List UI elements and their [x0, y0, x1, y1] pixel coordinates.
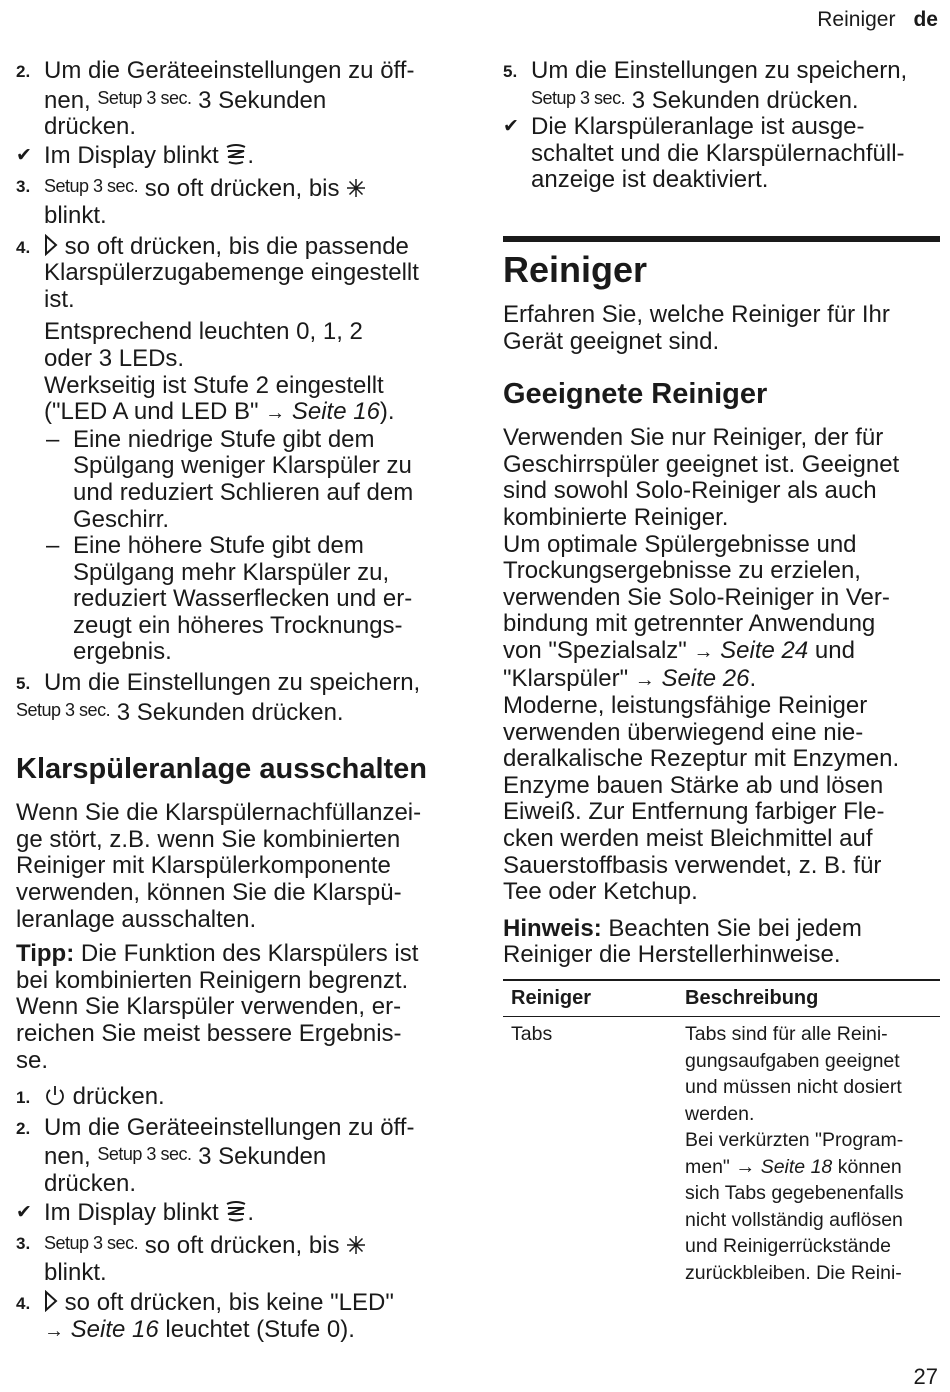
- text-line: reichen Sie meist bessere Ergebnis-: [16, 1020, 402, 1047]
- text-line: "Klarspüler": [503, 664, 629, 692]
- text-line: können: [837, 1155, 902, 1178]
- text-line: ge stört, z.B. wenn Sie kombinierten: [16, 825, 401, 853]
- text-line: und Reinigerrückstände: [685, 1235, 891, 1258]
- text-line: sind sowohl Solo-Reiniger als auch: [503, 477, 877, 505]
- page-reference-link[interactable]: Seite 18: [760, 1155, 833, 1178]
- play-arrow-icon: [44, 234, 58, 256]
- text-line: Moderne, leistungsfähige Reiniger: [503, 692, 868, 720]
- step-3a: [16, 173, 458, 229]
- step-2a: [16, 58, 458, 141]
- step-text: Um die Einstellungen zu speichern,: [531, 57, 908, 84]
- text-line: bei kombinierten Reinigern begrenzt.: [16, 966, 409, 994]
- step-text: ist.: [44, 285, 75, 313]
- step-5c: [503, 58, 940, 114]
- result-text: .: [247, 1198, 255, 1226]
- step-5a: [16, 670, 458, 726]
- setup-key-label: Setup 3 sec.: [44, 176, 139, 197]
- text-line: Sauerstoffbasis verwendet, z. B. für: [503, 851, 882, 879]
- detergent-table: [503, 979, 940, 1290]
- step-2b: [16, 1115, 458, 1198]
- text-line: Die Funktion des Klarspülers ist: [80, 940, 419, 968]
- setup-key-label: Setup 3 sec.: [16, 699, 111, 720]
- text-line: Beachten Sie bei jedem: [608, 914, 862, 942]
- text-line: Tee oder Ketchup.: [503, 878, 698, 906]
- page-reference-link[interactable]: Seite 16: [291, 398, 380, 426]
- text-line: – Eine niedrige Stufe gibt dem: [73, 425, 375, 453]
- text-line: verwenden überwiegend eine nie-: [503, 718, 864, 746]
- text-line: Verwenden Sie nur Reiniger, der für: [503, 424, 884, 452]
- step-number: 3.: [16, 1234, 31, 1254]
- text-line: von "Spezialsalz": [503, 636, 687, 664]
- text-line: reduziert Wasserflecken und er-: [73, 585, 413, 613]
- text-line: .: [749, 664, 757, 692]
- section-rule: [503, 236, 940, 242]
- result-text: anzeige ist deaktiviert.: [531, 166, 769, 194]
- step-text: Klarspülerzugabemenge eingestellt: [44, 259, 419, 287]
- result-text: Im Display blinkt: [44, 141, 219, 169]
- text-line: Bei verkürzten "Program-: [685, 1129, 904, 1152]
- step-number: 4.: [16, 237, 31, 257]
- step-text: blinkt.: [44, 201, 107, 229]
- table-row: [503, 1017, 940, 1291]
- text-line: bindung mit getrennter Anwendung: [503, 610, 876, 638]
- arrow-icon: →: [735, 1155, 756, 1178]
- arrow-icon: →: [265, 402, 286, 425]
- step-number: 1.: [16, 1088, 31, 1108]
- step-text: so oft drücken, bis: [144, 1232, 340, 1260]
- step-text: 3 Sekunden drücken.: [631, 86, 859, 114]
- arrow-icon: →: [634, 668, 655, 691]
- text-line: verwenden, können Sie die Klarspü-: [16, 879, 402, 907]
- arrow-icon: →: [693, 640, 714, 663]
- text-line: ).: [379, 398, 395, 426]
- rinse-aid-symbol-icon: [225, 143, 247, 165]
- right-column: [503, 58, 940, 1290]
- table-cell-description: [677, 1017, 940, 1291]
- result-text: Die Klarspüleranlage ist ausge-: [531, 113, 865, 141]
- header-language: de: [913, 8, 938, 31]
- page-number: 27: [913, 1364, 938, 1389]
- sparkle-icon: [346, 178, 366, 198]
- left-column: [16, 58, 458, 1345]
- setup-key-label: Setup 3 sec.: [97, 87, 192, 108]
- note-paragraph: [503, 916, 940, 969]
- step-text: drücken.: [44, 1169, 137, 1197]
- text-line: Wenn Sie Klarspüler verwenden, er-: [16, 993, 402, 1021]
- step-1b: [16, 1084, 458, 1111]
- text-line: zeugt ein höheres Trocknungs-: [73, 611, 403, 639]
- text-line: verwenden Sie Solo-Reiniger in Ver-: [503, 583, 890, 611]
- column-header: Beschreibung: [677, 980, 940, 1017]
- dash-item-1: [16, 427, 458, 533]
- text-line: deralkalische Rezeptur mit Enzymen.: [503, 745, 900, 773]
- table-cell: Tabs: [511, 1023, 553, 1046]
- step-text: leuchtet (Stufe 0).: [165, 1315, 355, 1343]
- step-text: 3 Sekunden drücken.: [116, 698, 344, 726]
- step-text: 3 Sekunden: [198, 86, 327, 114]
- setup-key-label: Setup 3 sec.: [531, 87, 626, 108]
- step-number: 2.: [16, 1118, 31, 1138]
- text-line: Spülgang weniger Klarspüler zu: [73, 452, 412, 480]
- result-text: schaltet und die Klarspülernachfüll-: [531, 139, 905, 167]
- section-heading-klarspueler: Klarspüleranlage ausschalten: [16, 753, 427, 786]
- result-text: .: [247, 141, 255, 169]
- column-header: Reiniger: [503, 980, 677, 1017]
- text-line: werden.: [685, 1102, 755, 1125]
- step-text: 3 Sekunden: [198, 1143, 327, 1171]
- checkmark-icon: ✔: [16, 1201, 32, 1223]
- result-1: [16, 143, 458, 170]
- intro-paragraph: [16, 800, 458, 933]
- result-3: [503, 114, 940, 194]
- step-text: nen,: [44, 86, 91, 114]
- text-line: cken werden meist Bleichmittel auf: [503, 825, 873, 853]
- text-line: Enzyme bauen Stärke ab und lösen: [503, 771, 884, 799]
- section-heading-geeignet: Geeignete Reiniger: [503, 378, 768, 411]
- text-line: leranlage ausschalten.: [16, 905, 257, 933]
- step-text: drücken.: [72, 1083, 165, 1111]
- step-text: blinkt.: [44, 1258, 107, 1286]
- chapter-heading-reiniger: Reiniger: [503, 248, 648, 290]
- text-line: Reiniger die Herstellerhinweise.: [503, 941, 841, 969]
- note-label: Hinweis:: [503, 914, 602, 942]
- step-4a: [16, 234, 458, 314]
- page-reference-link[interactable]: Seite 16: [70, 1315, 159, 1343]
- step-number: 3.: [16, 177, 31, 197]
- setup-key-label: Setup 3 sec.: [44, 1233, 139, 1254]
- power-icon: [44, 1084, 66, 1106]
- text-line: men": [685, 1155, 730, 1178]
- checkmark-icon: ✔: [16, 144, 32, 166]
- text-line: se.: [16, 1046, 49, 1074]
- text-line: ("LED A und LED B": [44, 398, 259, 426]
- step-text: nen,: [44, 1143, 91, 1171]
- text-line: oder 3 LEDs.: [44, 344, 185, 372]
- text-line: Erfahren Sie, welche Reiniger für Ihr: [503, 300, 890, 328]
- running-header: [817, 8, 938, 32]
- body-paragraph: [503, 425, 940, 906]
- step-text: Um die Geräteeinstellungen zu öff-: [44, 57, 415, 84]
- text-line: – Eine höhere Stufe gibt dem: [73, 532, 364, 560]
- sparkle-icon: [346, 1235, 366, 1255]
- rinse-aid-symbol-icon: [225, 1200, 247, 1222]
- text-line: Trockungsergebnisse zu erzielen,: [503, 557, 861, 585]
- tip-paragraph: [16, 941, 458, 1074]
- step-4b: [16, 1290, 458, 1344]
- checkmark-icon: ✔: [503, 116, 519, 138]
- text-line: und müssen nicht dosiert: [685, 1076, 902, 1099]
- step-text: so oft drücken, bis die passende: [64, 232, 409, 260]
- text-line: sich Tabs gegebenenfalls: [685, 1182, 904, 1205]
- setup-key-label: Setup 3 sec.: [97, 1144, 192, 1165]
- step-3b: [16, 1230, 458, 1286]
- step-number: 5.: [16, 674, 31, 694]
- text-line: Geschirrspüler geeignet ist. Geeignet: [503, 450, 900, 478]
- step-text: drücken.: [44, 113, 137, 141]
- page-reference-link[interactable]: Seite 24: [720, 636, 809, 664]
- text-line: kombinierte Reiniger.: [503, 503, 729, 531]
- chapter-intro: [503, 302, 940, 355]
- step-text: Um die Einstellungen zu speichern,: [44, 669, 421, 697]
- dash-item-2: [16, 533, 458, 666]
- text-line: Entsprechend leuchten 0, 1, 2: [44, 318, 363, 346]
- text-line: gungsaufgaben geeignet: [685, 1049, 900, 1072]
- table-header-row: [503, 980, 940, 1017]
- step-number: 4.: [16, 1294, 31, 1314]
- text-line: Um optimale Spülergebnisse und: [503, 530, 857, 558]
- text-line: Reiniger mit Klarspülerkomponente: [16, 852, 391, 880]
- tip-label: Tipp:: [16, 940, 75, 968]
- header-section: Reiniger: [817, 8, 896, 31]
- text-line: ergebnis.: [73, 638, 172, 666]
- step-number: 2.: [16, 62, 31, 81]
- led-paragraph: [16, 319, 458, 372]
- result-text: Im Display blinkt: [44, 1198, 219, 1226]
- step-text: so oft drücken, bis: [144, 175, 340, 203]
- default-paragraph: [16, 373, 458, 427]
- step-text: so oft drücken, bis keine "LED": [64, 1289, 394, 1317]
- arrow-icon: →: [44, 1319, 64, 1342]
- page-reference-link[interactable]: Seite 26: [661, 664, 750, 692]
- text-line: und reduziert Schlieren auf dem: [73, 478, 414, 506]
- text-line: Spülgang mehr Klarspüler zu,: [73, 558, 390, 586]
- text-line: Gerät geeignet sind.: [503, 327, 720, 355]
- text-line: Tabs sind für alle Reini-: [685, 1023, 888, 1046]
- text-line: zurückbleiben. Die Reini-: [685, 1261, 902, 1284]
- step-number: 5.: [503, 62, 518, 81]
- result-2: [16, 1200, 458, 1227]
- text-line: Wenn Sie die Klarspülernachfüllanzei-: [16, 799, 422, 827]
- text-line: nicht vollständig auflösen: [685, 1208, 903, 1231]
- text-line: Werkseitig ist Stufe 2 eingestellt: [44, 371, 384, 399]
- play-arrow-icon: [44, 1290, 58, 1312]
- text-line: Eiweiß. Zur Entfernung farbiger Fle-: [503, 798, 885, 826]
- step-text: Um die Geräteeinstellungen zu öff-: [44, 1113, 415, 1141]
- text-line: und: [814, 636, 855, 664]
- text-line: Geschirr.: [73, 505, 170, 533]
